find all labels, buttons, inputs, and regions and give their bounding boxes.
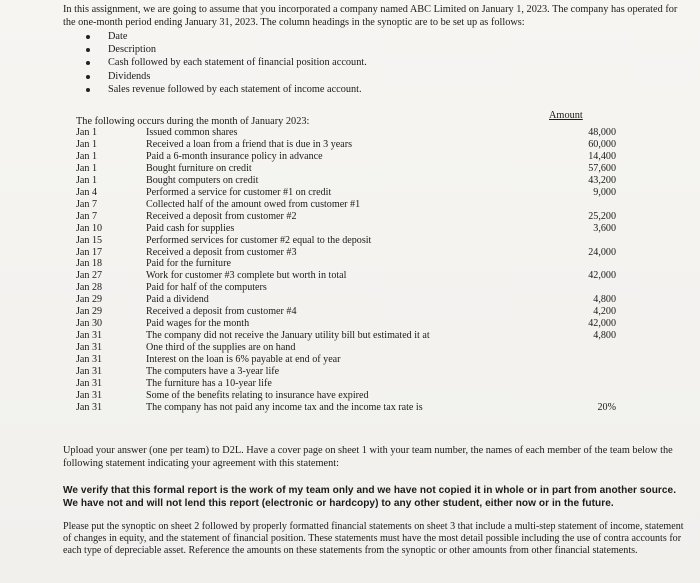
table-row — [76, 294, 616, 306]
transaction-date: Jan 28 — [76, 282, 103, 294]
table-row — [76, 139, 616, 151]
transaction-amount — [548, 390, 616, 402]
list-item: Sales revenue followed by each statement of income account. — [86, 83, 367, 96]
transaction-description: Collected half of the amount owed from customer #1 — [146, 198, 361, 210]
transaction-amount: 20% — [597, 401, 616, 413]
transaction-description: Received a deposit from customer #2 — [146, 210, 297, 222]
transaction-description: Performed a service for customer #1 on credit — [146, 186, 332, 198]
transaction-amount: 42,000 — [588, 270, 616, 282]
list-item: Description — [86, 43, 367, 56]
transaction-description: The company did not receive the January utility bill but estimated it at — [146, 330, 430, 342]
transaction-amount — [548, 378, 616, 390]
transaction-date: Jan 7 — [76, 198, 98, 210]
table-row — [76, 151, 616, 163]
transaction-date: Jan 1 — [76, 174, 98, 186]
transaction-description: One third of the supplies are on hand — [146, 342, 296, 354]
table-row — [76, 175, 616, 187]
transaction-date: Jan 31 — [76, 354, 103, 366]
transaction-amount: 43,200 — [588, 174, 616, 186]
transaction-date: Jan 31 — [76, 366, 103, 378]
table-row — [76, 235, 616, 247]
transaction-date: Jan 15 — [76, 234, 103, 246]
table-row — [76, 390, 616, 402]
transaction-description: Issued common shares — [146, 127, 238, 138]
intro-paragraph: In this assignment, we are going to assume that you incorporated a company named ABC Limited on January 1, 2023. The company has operated for the one-month period ending January 31, 2023. The column headings in the synoptic are to be set up as follows: — [63, 4, 678, 28]
transaction-description: Paid for half of the computers — [146, 282, 267, 294]
transaction-description: Paid a dividend — [146, 294, 209, 306]
transaction-description: Paid for the furniture — [146, 258, 231, 270]
table-row — [76, 306, 616, 318]
transaction-amount — [548, 235, 616, 247]
table-row — [76, 199, 616, 211]
transaction-amount: 4,800 — [593, 330, 616, 342]
transaction-amount — [548, 342, 616, 354]
transaction-date: Jan 31 — [76, 389, 103, 401]
transaction-date: Jan 1 — [76, 150, 98, 162]
transaction-date: Jan 18 — [76, 258, 103, 270]
table-row — [76, 258, 616, 270]
transaction-date: Jan 17 — [76, 246, 103, 258]
transaction-date: Jan 31 — [76, 330, 103, 342]
transaction-description: Some of the benefits relating to insurance have expired — [146, 389, 369, 401]
transaction-amount: 24,000 — [588, 246, 616, 258]
transaction-description: Paid wages for the month — [146, 318, 250, 330]
table-row — [76, 378, 616, 390]
transaction-amount: 3,600 — [593, 222, 616, 234]
transaction-amount: 42,000 — [588, 318, 616, 330]
transaction-description: The furniture has a 10-year life — [146, 378, 272, 390]
table-row — [76, 282, 616, 294]
transaction-amount — [548, 282, 616, 294]
transaction-date: Jan 1 — [76, 127, 98, 138]
table-row — [76, 163, 616, 175]
transaction-amount: 48,000 — [588, 127, 616, 138]
transactions-table — [76, 127, 616, 414]
transaction-amount: 60,000 — [588, 138, 616, 150]
transaction-date: Jan 31 — [76, 401, 103, 413]
transaction-date: Jan 7 — [76, 210, 98, 222]
transaction-date: Jan 1 — [76, 162, 98, 174]
table-row — [76, 127, 616, 139]
table-row — [76, 318, 616, 330]
transaction-amount: 9,000 — [593, 186, 616, 198]
transaction-description: The computers have a 3-year life — [146, 366, 280, 378]
bullet-icon — [86, 35, 90, 39]
transaction-amount — [548, 354, 616, 366]
transaction-date: Jan 4 — [76, 186, 98, 198]
transaction-description: Work for customer #3 complete but worth in total — [146, 270, 347, 282]
transaction-description: Received a deposit from customer #3 — [146, 246, 297, 258]
transaction-description: Paid a 6-month insurance policy in advance — [146, 150, 323, 162]
table-row — [76, 187, 616, 199]
table-row — [76, 330, 616, 342]
transaction-description: Bought computers on credit — [146, 174, 259, 186]
amount-column-header: Amount — [549, 110, 583, 121]
transaction-date: Jan 27 — [76, 270, 103, 282]
transaction-description: Performed services for customer #2 equal to the deposit — [146, 234, 372, 246]
transaction-amount — [548, 366, 616, 378]
transaction-amount — [548, 258, 616, 270]
transaction-date: Jan 31 — [76, 342, 103, 354]
list-item: Date — [86, 30, 367, 43]
list-item: Cash followed by each statement of financial position account. — [86, 56, 367, 69]
transaction-amount: 14,400 — [588, 150, 616, 162]
transaction-description: Bought furniture on credit — [146, 162, 252, 174]
transaction-amount: 4,200 — [593, 306, 616, 318]
transaction-description: Paid cash for supplies — [146, 222, 235, 234]
table-row — [76, 342, 616, 354]
table-row — [76, 211, 616, 223]
transaction-date: Jan 29 — [76, 294, 103, 306]
table-row — [76, 354, 616, 366]
transaction-date: Jan 30 — [76, 318, 103, 330]
transaction-amount — [548, 199, 616, 211]
transaction-amount: 25,200 — [588, 210, 616, 222]
table-row — [76, 402, 616, 414]
transaction-description: The company has not paid any income tax and the income tax rate is — [146, 401, 423, 413]
column-headings-list — [86, 30, 367, 96]
transaction-date: Jan 1 — [76, 138, 98, 150]
transaction-date: Jan 29 — [76, 306, 103, 318]
transaction-amount: 57,600 — [588, 162, 616, 174]
transaction-description: Received a deposit from customer #4 — [146, 306, 297, 318]
bullet-icon — [86, 75, 90, 79]
table-row — [76, 366, 616, 378]
transaction-date: Jan 31 — [76, 378, 103, 390]
table-row — [76, 223, 616, 235]
table-row — [76, 247, 616, 259]
bullet-icon — [86, 61, 90, 65]
transactions-heading: The following occurs during the month of January 2023: — [76, 116, 310, 127]
list-item: Dividends — [86, 70, 367, 83]
transaction-description: Received a loan from a friend that is due in 3 years — [146, 138, 353, 150]
transaction-date: Jan 10 — [76, 222, 103, 234]
verification-statement: We verify that this formal report is the work of my team only and we have not copied it in whole or in part from another source. We have not and will not lend this report (electronic or hardcopy) to any other student, either now or in the future. — [63, 485, 677, 509]
transaction-amount: 4,800 — [593, 294, 616, 306]
formatting-instructions: Please put the synoptic on sheet 2 followed by properly formatted financial statements on sheet 3 that include a multi-step statement of income, statement of changes in equity, and the statement of financial position. These statements must have the most detail possible including the use of contra accounts for each type of depreciable asset. Reference the amounts on these statements from the synoptic or other amounts from other financial statements. — [63, 521, 684, 557]
table-row — [76, 270, 616, 282]
bullet-icon — [86, 88, 90, 92]
bullet-icon — [86, 48, 90, 52]
transaction-description: Interest on the loan is 6% payable at end of year — [146, 354, 341, 366]
upload-instructions: Upload your answer (one per team) to D2L. Have a cover page on sheet 1 with your team number, the names of each member of the team below the following statement indicating your agreement with this statement: — [63, 445, 673, 469]
